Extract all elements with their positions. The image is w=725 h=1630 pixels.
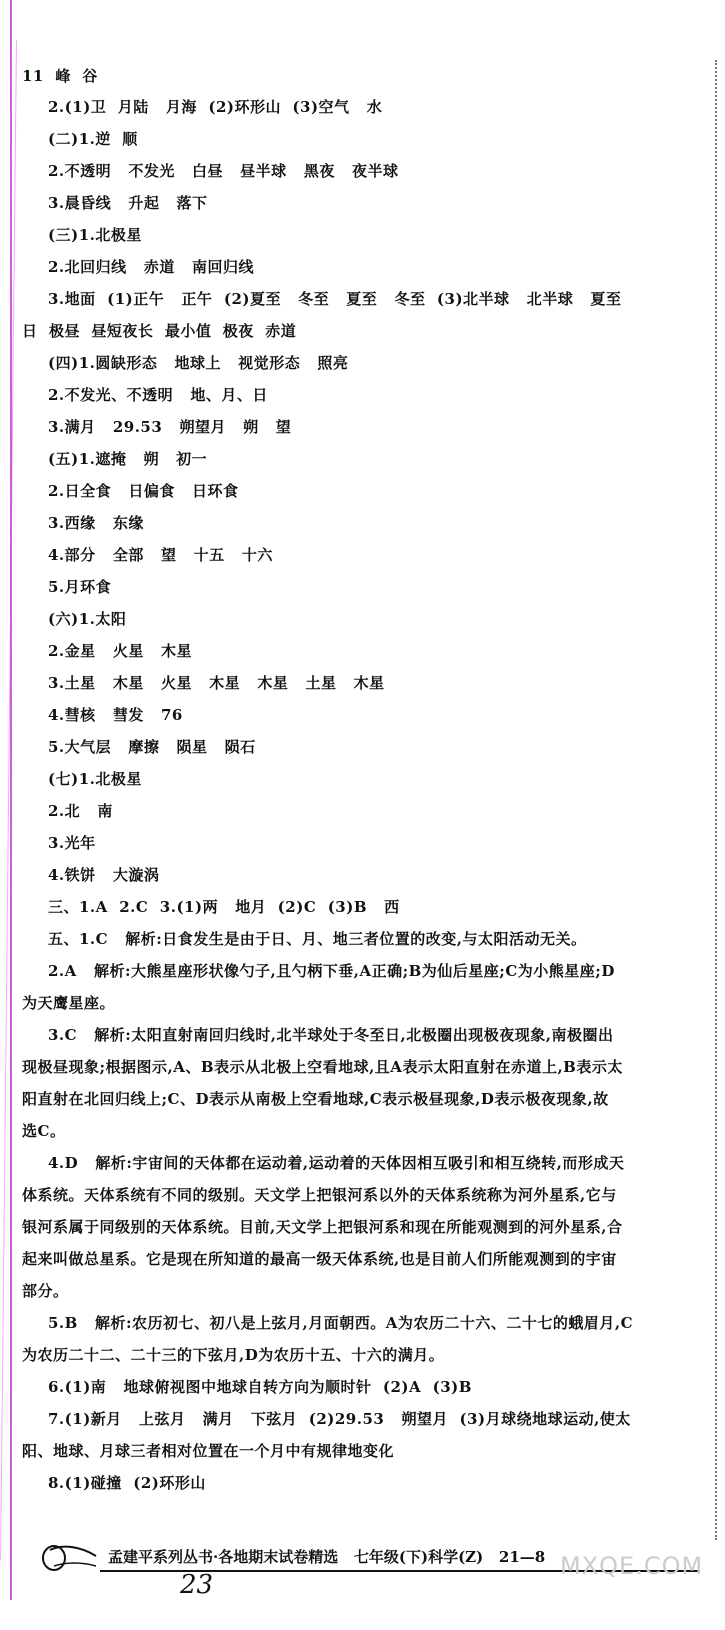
- answer-line: 5.大气层 摩擦 陨星 陨石: [48, 738, 256, 756]
- answer-line: 3.地面 (1)正午 正午 (2)夏至 冬至 夏至 冬至 (3)北半球 北半球 夏至: [48, 290, 622, 308]
- footer-series-title: 孟建平系列丛书·各地期末试卷精选 七年级(下)科学(Z) 21—8: [108, 1548, 546, 1566]
- answer-line: 银河系属于同级别的天体系统。目前,天文学上把银河系和现在所能观测到的河外星系,合: [22, 1218, 623, 1236]
- answer-line: 2.A 解析:大熊星座形状像勺子,且勺柄下垂,A正确;B为仙后星座;C为小熊星座;D: [48, 962, 615, 980]
- answer-line: 7.(1)新月 上弦月 满月 下弦月 (2)29.53 朔望月 (3)月球绕地球运动,使太: [48, 1410, 631, 1428]
- answer-line: 3.土星 木星 火星 木星 木星 土星 木星: [48, 674, 385, 692]
- page-edge-shadow: [711, 60, 717, 1540]
- handwritten-page-number: 23: [180, 1570, 214, 1600]
- answer-line: 3.西缘 东缘: [48, 514, 144, 532]
- answer-line: 为农历二十二、二十三的下弦月,D为农历十五、十六的满月。: [22, 1346, 445, 1364]
- answer-line: 2.北回归线 赤道 南回归线: [48, 258, 254, 276]
- answer-line: 4.铁饼 大漩涡: [48, 866, 160, 884]
- answer-line: (四)1.圆缺形态 地球上 视觉形态 照亮: [48, 354, 349, 372]
- answer-line: (二)1.逆 顺: [48, 130, 138, 148]
- answer-line: 阳、地球、月球三者相对位置在一个月中有规律地变化: [22, 1442, 395, 1460]
- answer-line: 2.日全食 日偏食 日环食: [48, 482, 239, 500]
- answer-line: (六)1.太阳: [48, 610, 127, 628]
- answer-line: 3.晨昏线 升起 落下: [48, 194, 208, 212]
- answer-line: 4.D 解析:宇宙间的天体都在运动着,运动着的天体因相互吸引和相互绕转,而形成天: [48, 1154, 625, 1172]
- answer-line: 部分。: [22, 1282, 69, 1300]
- answer-line: 4.部分 全部 望 十五 十六: [48, 546, 273, 564]
- answer-line: 三、1.A 2.C 3.(1)两 地月 (2)C (3)B 西: [48, 898, 400, 916]
- answer-line: (七)1.北极星: [48, 770, 142, 788]
- answer-line: (三)1.北极星: [48, 226, 142, 244]
- answer-line: 2.不透明 不发光 白昼 昼半球 黑夜 夜半球: [48, 162, 399, 180]
- answer-line: 2.金星 火星 木星: [48, 642, 192, 660]
- answer-line: 4.彗核 彗发 76: [48, 706, 183, 724]
- answer-line: 5.月环食: [48, 578, 112, 596]
- answer-line: 为天鹰星座。: [22, 994, 116, 1012]
- answer-line: 11 峰 谷: [22, 67, 98, 85]
- margin-line: [10, 0, 12, 1600]
- watermark: MXQE.COM: [560, 1552, 704, 1580]
- answer-line: 体系统。天体系统有不同的级别。天文学上把银河系以外的天体系统称为河外星系,它与: [22, 1186, 617, 1204]
- answer-line: 2.(1)卫 月陆 月海 (2)环形山 (3)空气 水: [48, 98, 383, 116]
- answer-line: 阳直射在北回归线上;C、D表示从南极上空看地球,C表示极昼现象,D表示极夜现象,故: [22, 1090, 609, 1108]
- answer-line: 五、1.C 解析:日食发生是由于日、月、地三者位置的改变,与太阳活动无关。: [48, 930, 587, 948]
- answer-line: 选C。: [22, 1122, 66, 1140]
- answer-line: 现极昼现象;根据图示,A、B表示从北极上空看地球,且A表示太阳直射在赤道上,B表示太: [22, 1058, 623, 1076]
- answer-line: 2.北 南: [48, 802, 113, 820]
- answer-line: 起来叫做总星系。它是现在所知道的最高一级天体系统,也是目前人们所能观测到的宇宙: [22, 1250, 617, 1268]
- book-logo-icon: [40, 1542, 100, 1572]
- answer-line: 5.B 解析:农历初七、初八是上弦月,月面朝西。A为农历二十六、二十七的蛾眉月,C: [48, 1314, 634, 1332]
- answer-line: 日 极昼 昼短夜长 最小值 极夜 赤道: [22, 322, 297, 340]
- answer-line: 3.C 解析:太阳直射南回归线时,北半球处于冬至日,北极圈出现极夜现象,南极圈出: [48, 1026, 614, 1044]
- answer-line: 3.满月 29.53 朔望月 朔 望: [48, 418, 292, 436]
- answer-line: 3.光年: [48, 834, 96, 852]
- answer-line: 6.(1)南 地球俯视图中地球自转方向为顺时针 (2)A (3)B: [48, 1378, 472, 1396]
- answer-line: (五)1.遮掩 朔 初一: [48, 450, 208, 468]
- answer-line: 8.(1)碰撞 (2)环形山: [48, 1474, 206, 1492]
- answer-line: 2.不发光、不透明 地、月、日: [48, 386, 268, 404]
- margin-line-secondary: [0, 40, 17, 1560]
